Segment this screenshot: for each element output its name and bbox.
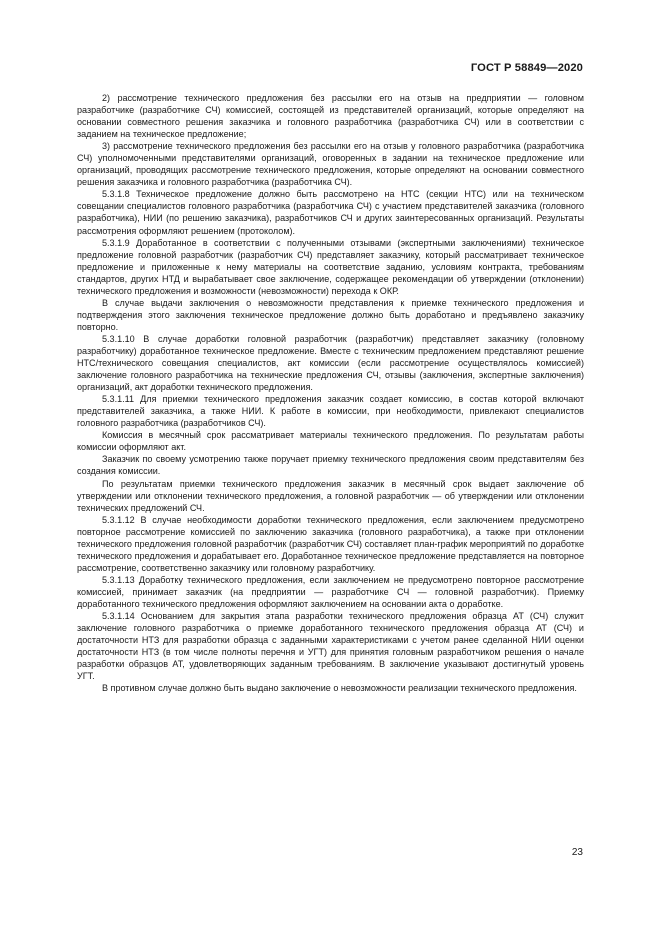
standard-code-header: ГОСТ Р 58849—2020 xyxy=(470,62,583,74)
paragraph-5-3-1-11: 5.3.1.11 Для приемки технического предложения заказчик создает комиссию, в состав которой включают представителей заказчика, а также НИИ. К работе в комиссии, при необходимости, привлекают специалистов головного разработчика (разработчиков СЧ). xyxy=(77,394,584,429)
paragraph-5-3-1-12: 5.3.1.12 В случае необходимости доработки технического предложения, если заключением предусмотрено повторное рассмотрение комиссией по заключению заказчика (головного разработчика), а также при отклонении технического предложения головной разработчик (разработчик СЧ) составляет план-график мероприятий по доработке технического предложения и дорабатывает его. Доработанное техническое предложение представляется на повторное рассмотрение, соответственно заказчику или головному разработчику. xyxy=(77,514,584,573)
paragraph-item-3: 3) рассмотрение технического предложения без рассылки его на отзыв у головного разработчика (разработчика СЧ) уполномоченными представителями организаций, оговоренных в задании на техническое предложение или организаций, проводящих рассмотрение технического предложения, которые определяют на основании совместного решения заказчика и головного разработчика (разработчика СЧ). xyxy=(77,141,584,188)
paragraph-5-3-1-8: 5.3.1.8 Техническое предложение должно быть рассмотрено на НТС (секции НТС) или на техническом совещании специалистов головного разработчика (разработчика СЧ) с участием представителей заказчика (головного разработчика), НИИ (по решению заказчика), разработчиков СЧ и других заинтересованных организаций. Результаты рассмотрения оформляют решением (протоколом). xyxy=(77,189,584,236)
paragraph-item-2: 2) рассмотрение технического предложения без рассылки его на отзыв на предприятии — головном разработчике (разработчике СЧ) комиссией, состоящей из представителей организаций, которые определяют на основании совместного решения заказчика и головного разработчика (разработчика СЧ) или в соответствии с заданием на техническое предложение; xyxy=(77,93,584,140)
paragraph-5-3-1-10: 5.3.1.10 В случае доработки головной разработчик (разработчик) представляет заказчику (головному разработчику) доработанное техническое предложение. Вместе с техническим предложением представляют решение НТС/технического совещания специалистов, акт комиссии (если рассмотрение осуществлялось комиссией) заключение головного разработчика на технические предложения СЧ, отзывы (заключения, экспертные заключения) организаций, акт доработки технического предложения. xyxy=(77,333,584,393)
paragraph: По результатам приемки технического предложения заказчик в месячный срок выдает заключение об утверждении или отклонении технического предложения, а головной разработчик — об утверждении или отклонении технических предложений СЧ. xyxy=(77,478,584,513)
paragraph-5-3-1-14: 5.3.1.14 Основанием для закрытия этапа разработки технического предложения образца АТ (СЧ) служит заключение головного разработчика о приемке доработанного технического предложения образца АТ (СЧ) и достаточности НТЗ для разработки образца с заданными характеристиками с учетом ранее сделанной НИИ оценки достаточности НТЗ (в том числе полноты перечня и УГТ) для принятия головным разработчиком решения о начале разработки образцов АТ, удовлетворяющих заданным требованиям. В заключение указывают достигнутый уровень УГТ. xyxy=(77,611,584,682)
page-number: 23 xyxy=(571,847,583,858)
paragraph: Заказчик по своему усмотрению также поручает приемку технического предложения своим представителям без создания комиссии. xyxy=(77,454,584,477)
document-body xyxy=(77,92,584,694)
paragraph-5-3-1-13: 5.3.1.13 Доработку технического предложения, если заключением не предусмотрено повторное рассмотрение комиссией, принимает заказчик (на предприятии — разработчике СЧ — головной разработчик). Приемку доработанного технического предложения оформляют заключением на основании акта о доработке. xyxy=(77,574,584,609)
paragraph: В случае выдачи заключения о невозможности представления к приемке технического предложения и подтверждения этого заключения техническое предложение должно быть доработано и предъявлено заказчику повторно. xyxy=(77,297,584,332)
paragraph: В противном случае должно быть выдано заключение о невозможности реализации технического предложения. xyxy=(102,683,577,694)
paragraph: Комиссия в месячный срок рассматривает материалы технического предложения. По результатам работы комиссии оформляют акт. xyxy=(77,430,584,453)
paragraph-5-3-1-9: 5.3.1.9 Доработанное в соответствии с полученными отзывами (экспертными заключениями) техническое предложение головной разработчик (разработчик СЧ) представляет заказчику, который рассматривает техническое предложение и приложенные к нему материалы на соответствие заданию, условиям контракта, требованиям стандартов, других НТД и вырабатывает свое заключение, содержащее рекомендации об утверждении (отклонении) технического предложения и возможности (невозможности) перехода к ОКР. xyxy=(77,237,584,296)
